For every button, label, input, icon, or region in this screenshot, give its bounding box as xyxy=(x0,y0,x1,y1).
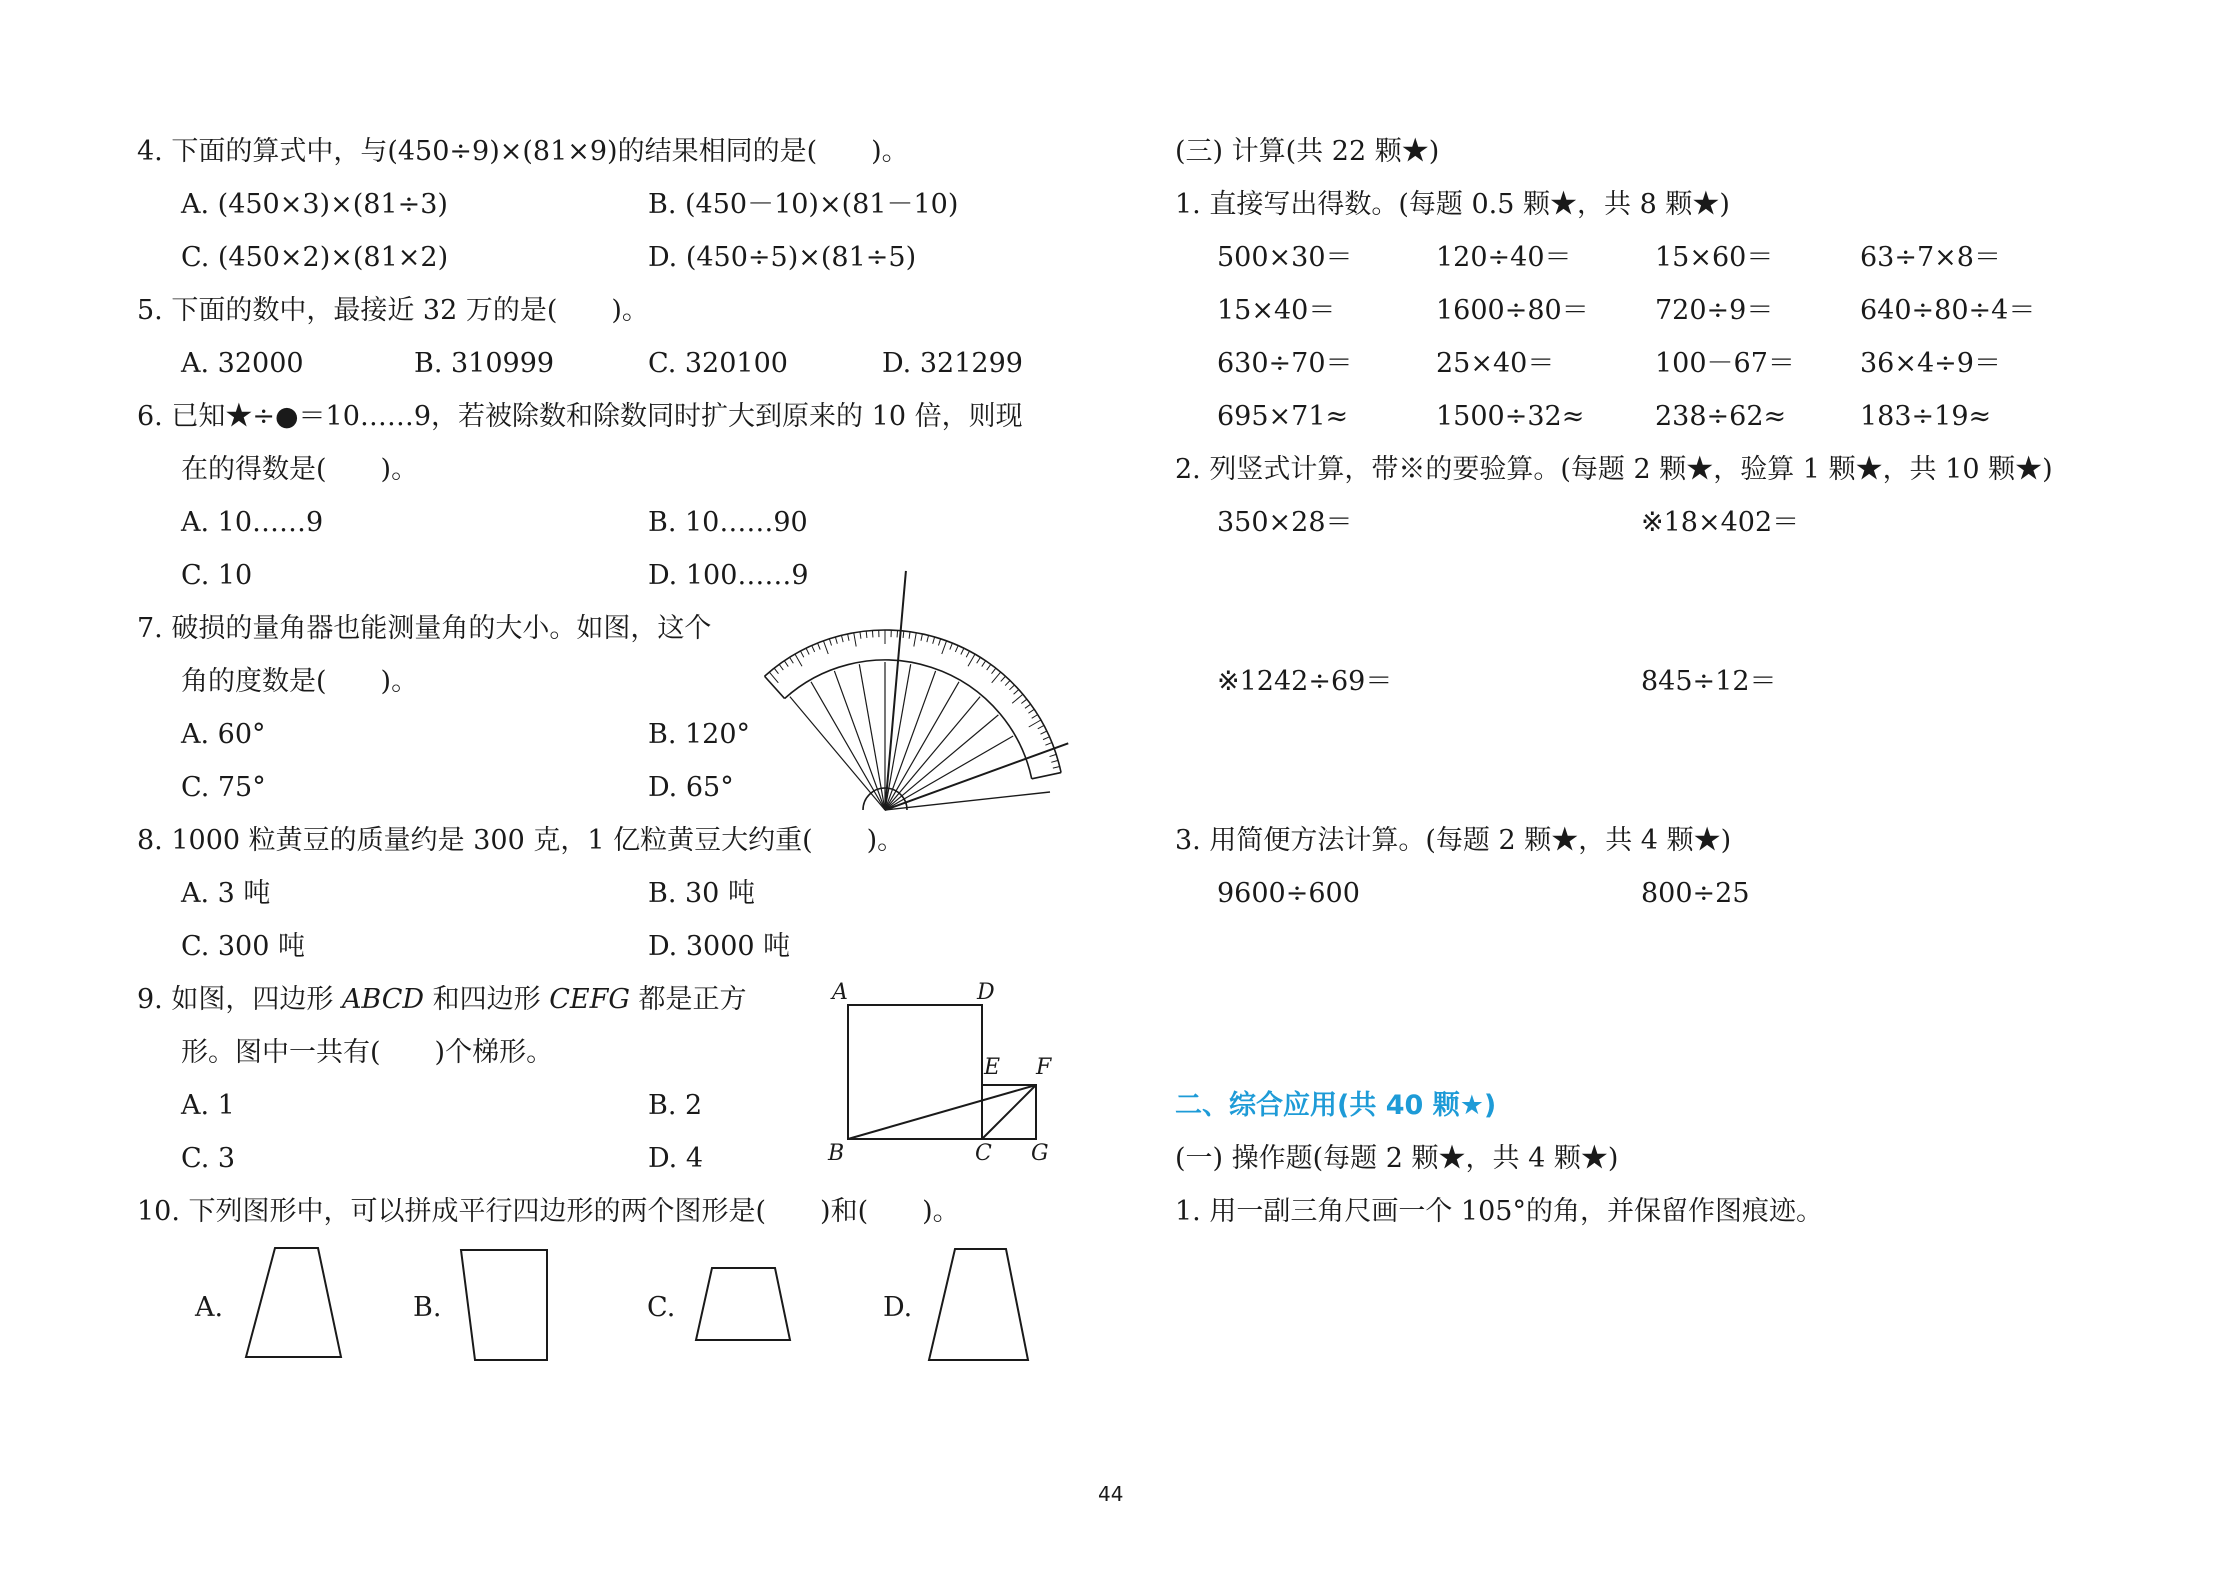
protractor-tick xyxy=(982,661,986,667)
protractor-tick xyxy=(955,646,958,652)
shape-c-trapezoid xyxy=(696,1268,790,1340)
protractor-tick xyxy=(921,634,922,641)
protractor-tick xyxy=(1043,737,1049,740)
p1-r2-c1: 15×40＝ xyxy=(1217,295,1336,326)
q10-stem: 10. 下列图形中，可以拼成平行四边形的两个图形是( )和( )。 xyxy=(137,1196,960,1227)
page-number: 44 xyxy=(1098,1482,1124,1506)
protractor-tick xyxy=(903,631,904,638)
protractor-tick xyxy=(966,651,969,657)
protractor-tick xyxy=(1032,715,1038,719)
q4-option-c: C. (450×2)×(81×2) xyxy=(181,242,449,273)
protractor-tick xyxy=(1009,685,1014,690)
p1-r4-c1: 695×71≈ xyxy=(1217,401,1349,432)
q10-shape-label-d: D. xyxy=(883,1292,913,1323)
q4-option-a: A. (450×3)×(81÷3) xyxy=(181,189,448,220)
protractor-tick xyxy=(769,672,778,683)
p3-title: 3. 用简便方法计算。(每题 2 颗★，共 4 颗★) xyxy=(1175,825,1732,856)
label-e: E xyxy=(984,1055,1001,1080)
q4-stem: 4. 下面的算式中，与(450÷9)×(81×9)的结果相同的是( )。 xyxy=(137,136,909,167)
p2-item-3: ※1242÷69＝ xyxy=(1217,666,1393,697)
protractor-tick xyxy=(992,672,1001,683)
q9-option-a: A. 1 xyxy=(181,1090,235,1121)
q5-option-b: B. 310999 xyxy=(414,348,555,379)
protractor-tick xyxy=(1001,676,1006,681)
p1-r4-c3: 238÷62≈ xyxy=(1655,401,1787,432)
protractor-tick xyxy=(909,632,910,639)
protractor-tick xyxy=(829,639,831,646)
q6-option-d: D. 100……9 xyxy=(648,560,809,591)
label-c: C xyxy=(975,1141,992,1166)
protractor-outer-arc xyxy=(765,630,1062,773)
protractor-tick xyxy=(942,641,947,654)
protractor-tick xyxy=(1005,681,1010,686)
p1-r1-c1: 500×30＝ xyxy=(1217,242,1353,273)
q7-stem-line1: 7. 破损的量角器也能测量角的大小。如图，这个 xyxy=(137,613,712,644)
q8-option-c: C. 300 吨 xyxy=(181,931,305,962)
section3-title: (三) 计算(共 22 颗★) xyxy=(1175,136,1440,167)
protractor-tick xyxy=(795,654,802,666)
q8-option-b: B. 30 吨 xyxy=(648,878,755,909)
protractor-tick xyxy=(841,635,843,642)
sub1-title: (一) 操作题(每题 2 颗★，共 4 颗★) xyxy=(1175,1143,1619,1174)
p1-r2-c4: 640÷80÷4＝ xyxy=(1860,295,2036,326)
q6-option-b: B. 10……90 xyxy=(648,507,808,538)
q7-option-b: B. 120° xyxy=(648,719,751,750)
protractor-tick xyxy=(927,635,929,642)
protractor-tick xyxy=(1040,731,1046,734)
protractor-tick xyxy=(835,637,837,644)
q5-stem: 5. 下面的数中，最接近 32 万的是( )。 xyxy=(137,295,649,326)
protractor-tick xyxy=(1051,760,1058,762)
protractor-tick xyxy=(961,648,964,654)
q8-stem: 8. 1000 粒黄豆的质量约是 300 克，1 亿粒黄豆大约重( )。 xyxy=(137,825,905,856)
protractor-tick xyxy=(823,641,828,654)
p3-item-1: 9600÷600 xyxy=(1217,878,1360,909)
p3-item-2: 800÷25 xyxy=(1641,878,1750,909)
protractor-tick xyxy=(800,651,803,657)
protractor-tick xyxy=(1038,725,1044,728)
protractor-tick xyxy=(1021,699,1027,703)
p1-r2-c3: 720÷9＝ xyxy=(1655,295,1774,326)
protractor-tick xyxy=(987,664,991,670)
protractor-tick xyxy=(1028,709,1034,713)
q9-stem-line2: 形。图中一共有( )个梯形。 xyxy=(181,1037,554,1068)
q7-stem-line2: 角的度数是( )。 xyxy=(181,666,419,697)
p1-r3-c4: 36×4÷9＝ xyxy=(1860,348,2001,379)
q4-option-b: B. (450－10)×(81－10) xyxy=(648,189,959,220)
label-f: F xyxy=(1036,1055,1052,1080)
p2-item-4: 845÷12＝ xyxy=(1641,666,1777,697)
protractor-tick xyxy=(790,657,794,663)
label-d: D xyxy=(977,980,995,1005)
protractor-tick xyxy=(977,657,981,663)
p2-item-2: ※18×402＝ xyxy=(1641,507,1800,538)
q7-option-d: D. 65° xyxy=(648,772,734,803)
protractor-tick xyxy=(992,668,996,674)
section2-title: 二、综合应用(共 40 颗★) xyxy=(1175,1090,1497,1121)
q6-option-a: A. 10……9 xyxy=(181,507,324,538)
shape-d-trapezoid xyxy=(929,1249,1028,1360)
p2-item-1: 350×28＝ xyxy=(1217,507,1353,538)
p1-r3-c3: 100－67＝ xyxy=(1655,348,1795,379)
op1-text: 1. 用一副三角尺画一个 105°的角，并保留作图痕迹。 xyxy=(1175,1196,1823,1227)
protractor-tick xyxy=(1054,773,1061,774)
protractor-tick xyxy=(818,643,821,649)
protractor-tick xyxy=(784,661,788,667)
q9-stem-line1: 9. 如图，四边形 ABCD 和四边形 CEFG 都是正方 xyxy=(137,984,747,1015)
p2-title: 2. 列竖式计算，带※的要验算。(每题 2 颗★，验算 1 颗★，共 10 颗★) xyxy=(1175,454,2053,485)
protractor-tick xyxy=(933,637,935,644)
label-b: B xyxy=(828,1141,845,1166)
shape-b-trapezoid xyxy=(461,1250,547,1360)
protractor-tick xyxy=(765,676,770,681)
protractor-tick xyxy=(950,643,953,649)
p1-r1-c2: 120÷40＝ xyxy=(1436,242,1572,273)
p1-r3-c1: 630÷70＝ xyxy=(1217,348,1353,379)
angle-ray-upper xyxy=(885,571,906,810)
protractor-tick xyxy=(860,632,861,639)
q6-option-c: C. 10 xyxy=(181,560,253,591)
q10-shape-label-b: B. xyxy=(413,1292,442,1323)
squares-figure xyxy=(840,980,1040,1170)
protractor-tick xyxy=(1053,766,1060,768)
p1-r1-c3: 15×60＝ xyxy=(1655,242,1774,273)
q7-option-a: A. 60° xyxy=(181,719,266,750)
p1-r2-c2: 1600÷80＝ xyxy=(1436,295,1589,326)
q6-stem-line1: 6. 已知★÷●＝10……9，若被除数和除数同时扩大到原来的 10 倍，则现 xyxy=(137,401,1023,432)
protractor-tick xyxy=(854,633,856,647)
p1-r1-c4: 63÷7×8＝ xyxy=(1860,242,2001,273)
protractor-tick xyxy=(1014,690,1019,695)
protractor-tick xyxy=(779,664,783,670)
q7-option-c: C. 75° xyxy=(181,772,266,803)
protractor-tick xyxy=(812,646,815,652)
q5-option-c: C. 320100 xyxy=(648,348,788,379)
protractor-tick xyxy=(914,633,916,647)
q4-option-d: D. (450÷5)×(81÷5) xyxy=(648,242,917,273)
q9-option-b: B. 2 xyxy=(648,1090,703,1121)
protractor-tick xyxy=(848,634,849,641)
p1-r4-c2: 1500÷32≈ xyxy=(1436,401,1585,432)
protractor-tick xyxy=(866,631,867,638)
q10-shapes xyxy=(0,1240,1050,1380)
protractor-tick xyxy=(1012,694,1023,703)
protractor-tick xyxy=(774,668,778,674)
q9-option-d: D. 4 xyxy=(648,1143,704,1174)
q9-option-c: C. 3 xyxy=(181,1143,236,1174)
protractor-tick xyxy=(1025,704,1031,708)
q8-option-a: A. 3 吨 xyxy=(181,878,271,909)
protractor-tick xyxy=(1050,754,1057,756)
p1-r4-c4: 183÷19≈ xyxy=(1860,401,1992,432)
protractor-tick xyxy=(1029,720,1041,727)
q8-option-d: D. 3000 吨 xyxy=(648,931,791,962)
q10-shape-label-a: A. xyxy=(195,1292,224,1323)
protractor-tick xyxy=(1045,743,1051,746)
p1-r3-c2: 25×40＝ xyxy=(1436,348,1555,379)
q6-stem-line2: 在的得数是( )。 xyxy=(181,454,419,485)
label-g: G xyxy=(1031,1141,1049,1166)
p1-title: 1. 直接写出得数。(每题 0.5 颗★，共 8 颗★) xyxy=(1175,189,1730,220)
protractor-tick xyxy=(968,654,975,666)
label-a: A xyxy=(832,980,848,1005)
shape-a-trapezoid xyxy=(246,1248,341,1357)
protractor-tick xyxy=(938,639,940,646)
broken-protractor-figure xyxy=(790,610,1050,820)
protractor-tick xyxy=(806,648,809,654)
q5-option-d: D. 321299 xyxy=(882,348,1023,379)
q5-option-a: A. 32000 xyxy=(181,348,304,379)
q10-shape-label-c: C. xyxy=(647,1292,676,1323)
